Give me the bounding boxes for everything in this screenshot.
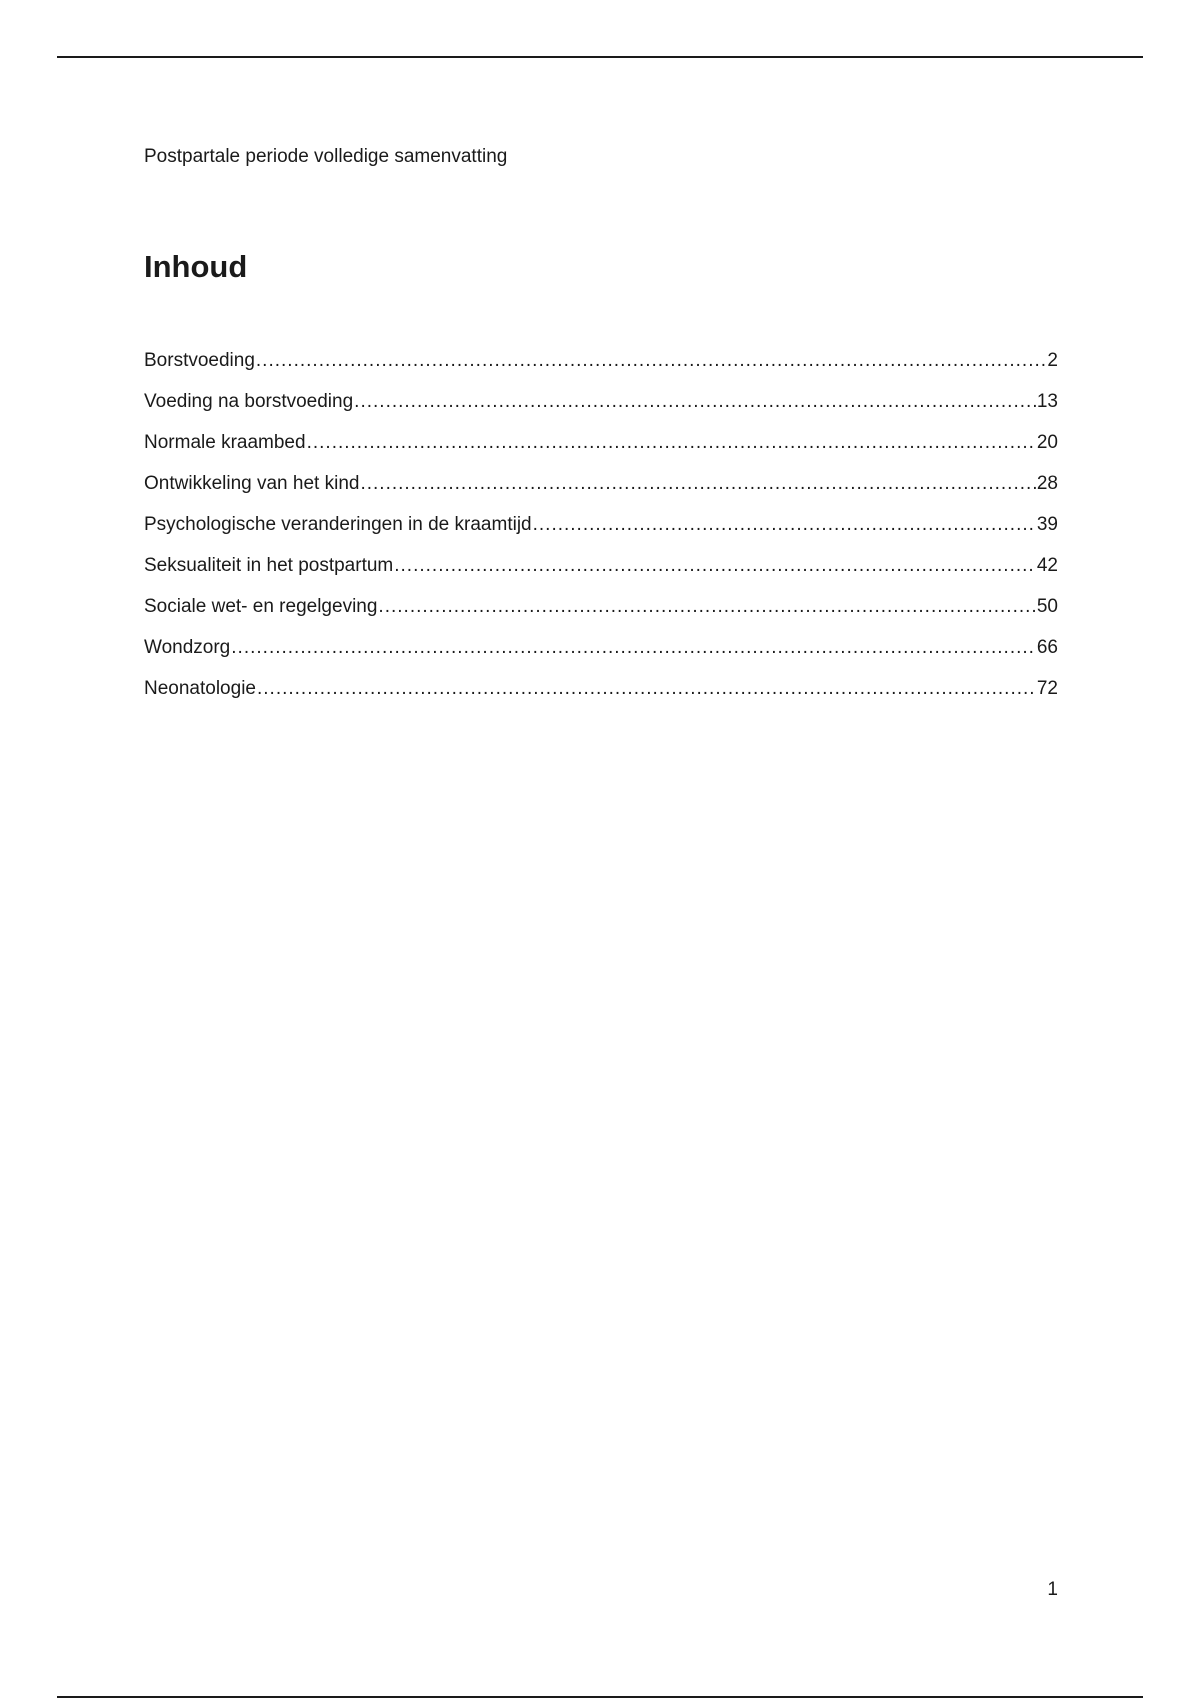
toc-dot-leader: [257, 677, 1036, 701]
toc-entry-label: Borstvoeding: [144, 350, 255, 371]
toc-entry-label: Seksualiteit in het postpartum: [144, 555, 394, 576]
toc-entry-label: Normale kraambed: [144, 432, 306, 453]
toc-entry-label: Neonatologie: [144, 678, 256, 699]
toc-entry-label: Psychologische veranderingen in de kraamtijd: [144, 514, 532, 535]
toc-dot-leader: [307, 431, 1036, 455]
table-of-contents: [144, 349, 1058, 718]
toc-entry-label: Sociale wet- en regelgeving: [144, 596, 378, 617]
toc-dot-leader: [231, 636, 1036, 660]
toc-heading: Inhoud: [144, 249, 248, 284]
toc-entry-voeding-na-borstvoeding[interactable]: [144, 390, 1058, 431]
toc-dot-leader: [256, 349, 1047, 373]
toc-entry-page: 39: [1036, 514, 1058, 535]
toc-entry-page: 2: [1047, 350, 1058, 371]
toc-entry-borstvoeding[interactable]: [144, 349, 1058, 390]
toc-entry-label: Wondzorg: [144, 637, 231, 658]
toc-entry-page: 13: [1036, 391, 1058, 412]
header-rule: [57, 56, 1143, 58]
toc-dot-leader: [394, 554, 1036, 578]
toc-entry-page: 72: [1036, 678, 1058, 699]
toc-entry-seksualiteit-in-het-postpartum[interactable]: [144, 554, 1058, 595]
page-number: 1: [1047, 1579, 1058, 1600]
toc-dot-leader: [360, 472, 1035, 496]
toc-entry-label: Voeding na borstvoeding: [144, 391, 354, 412]
toc-dot-leader: [378, 595, 1035, 619]
toc-entry-page: 66: [1036, 637, 1058, 658]
toc-entry-page: 42: [1036, 555, 1058, 576]
toc-entry-page: 20: [1036, 432, 1058, 453]
toc-entry-normale-kraambed[interactable]: [144, 431, 1058, 472]
toc-entry-page: 50: [1036, 596, 1058, 617]
footer-rule: [57, 1696, 1143, 1698]
toc-entry-wondzorg[interactable]: [144, 636, 1058, 677]
toc-dot-leader: [533, 513, 1036, 537]
toc-entry-ontwikkeling-van-het-kind[interactable]: [144, 472, 1058, 513]
toc-entry-neonatologie[interactable]: [144, 677, 1058, 718]
toc-entry-sociale-wet-en-regelgeving[interactable]: [144, 595, 1058, 636]
toc-entry-psychologische-veranderingen[interactable]: [144, 513, 1058, 554]
toc-entry-page: 28: [1036, 473, 1058, 494]
toc-dot-leader: [354, 390, 1036, 414]
document-title: Postpartale periode volledige samenvatting: [144, 146, 508, 167]
toc-entry-label: Ontwikkeling van het kind: [144, 473, 360, 494]
